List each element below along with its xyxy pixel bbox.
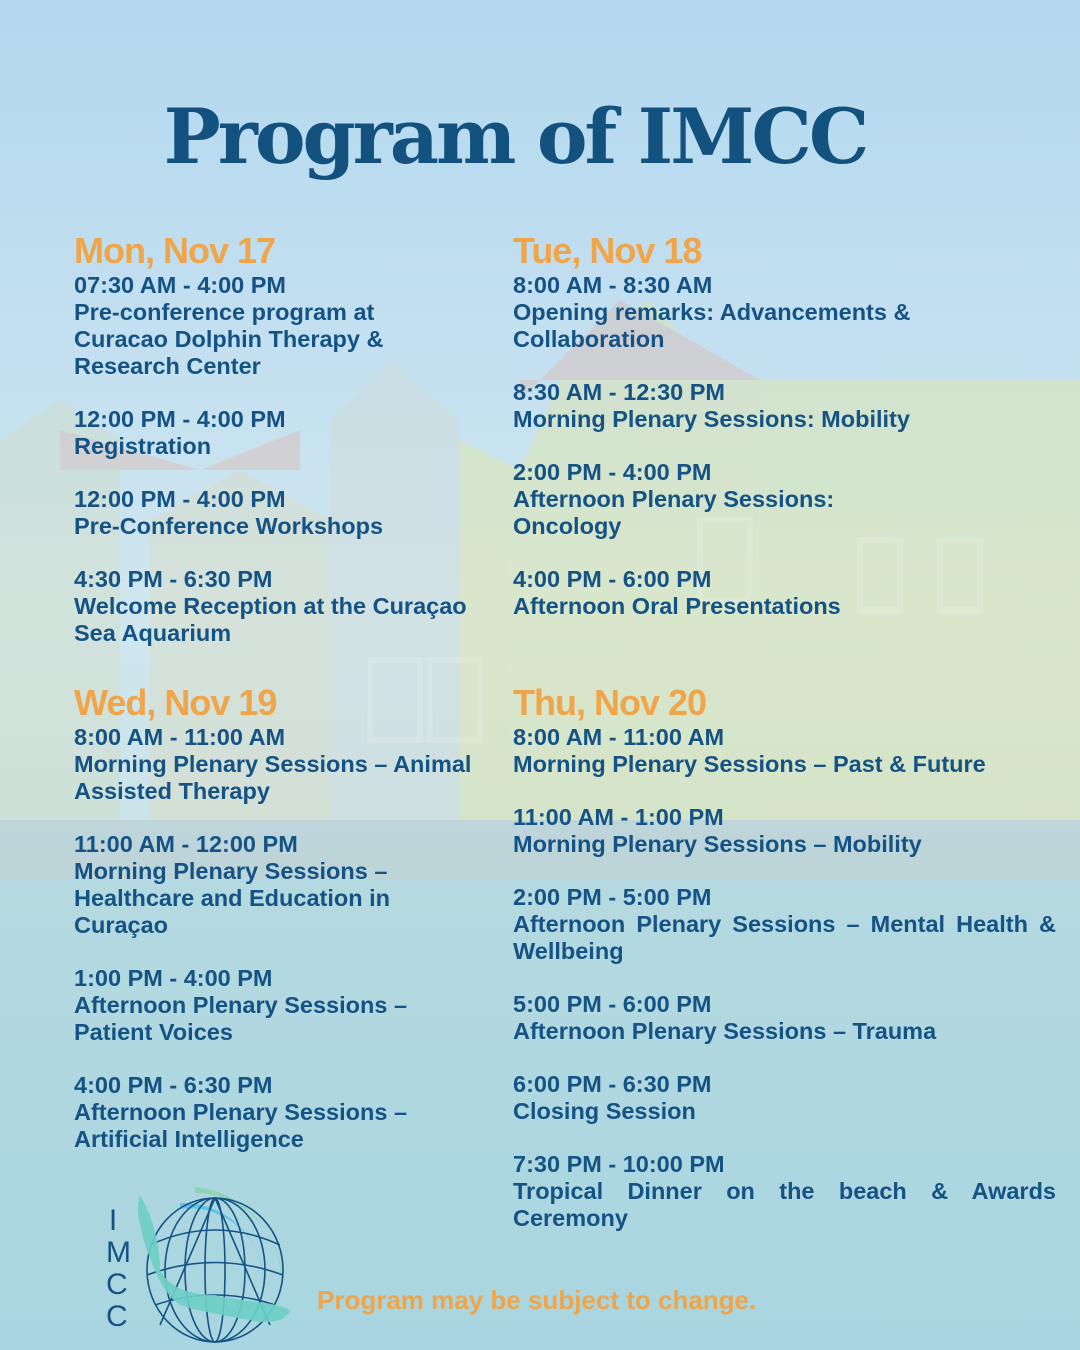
event-title: Pre-conference program at Curacao Dolphin Therapy & Research Center (74, 299, 384, 379)
event-time: 4:00 PM - 6:00 PM (513, 566, 712, 592)
event-time: 6:00 PM - 6:30 PM (513, 1071, 712, 1097)
event-title: Morning Plenary Sessions – Healthcare and Education in Curaçao (74, 858, 391, 938)
event-title: Pre-Conference Workshops (74, 513, 384, 539)
day-column-tue (513, 232, 1003, 646)
event-title: Afternoon Plenary Sessions – Artificial Intelligence (74, 1099, 408, 1152)
schedule-item (513, 991, 1056, 1045)
event-time: 1:00 PM - 4:00 PM (74, 965, 273, 991)
logo-letter: M (106, 1236, 131, 1269)
event-title: Registration (74, 433, 212, 459)
disclaimer-note: Program may be subject to change. (317, 1285, 757, 1315)
logo-letter: C (106, 1268, 128, 1301)
event-title: Tropical Dinner on the beach & Awards Ceremony (513, 1178, 1056, 1231)
event-title: Morning Plenary Sessions – Animal Assisted Therapy (74, 751, 472, 804)
day-column-thu (513, 684, 1056, 1258)
event-title: Afternoon Plenary Sessions: Oncology (513, 486, 835, 539)
page-title: Program of IMCC (163, 92, 867, 181)
schedule-item (74, 406, 474, 460)
event-title: Opening remarks: Advancements & Collaboration (513, 299, 911, 352)
schedule-item (513, 1151, 1056, 1232)
schedule-item (74, 486, 474, 540)
event-time: 07:30 AM - 4:00 PM (74, 272, 287, 298)
schedule-item (513, 1071, 1056, 1125)
event-title: Welcome Reception at the Curaçao Sea Aquarium (74, 593, 467, 646)
event-time: 4:30 PM - 6:30 PM (74, 566, 273, 592)
event-time: 12:00 PM - 4:00 PM (74, 486, 286, 512)
event-title: Afternoon Plenary Sessions – Patient Voices (74, 992, 408, 1045)
event-time: 7:30 PM - 10:00 PM (513, 1151, 725, 1177)
event-time: 11:00 AM - 1:00 PM (513, 804, 724, 830)
schedule-item (74, 272, 474, 380)
schedule-item (513, 459, 893, 540)
day-column-mon (74, 232, 474, 673)
event-title: Morning Plenary Sessions: Mobility (513, 406, 910, 432)
schedule-item (513, 804, 1056, 858)
day-heading: Wed, Nov 19 (74, 682, 277, 723)
schedule-item (74, 965, 474, 1046)
event-time: 8:30 AM - 12:30 PM (513, 379, 726, 405)
day-heading: Tue, Nov 18 (513, 230, 702, 271)
schedule-item (513, 379, 1003, 433)
event-title: Afternoon Plenary Sessions – Mental Health & Wellbeing (513, 911, 1056, 964)
event-title: Morning Plenary Sessions – Past & Future (513, 751, 986, 777)
event-title: Morning Plenary Sessions – Mobility (513, 831, 922, 857)
event-time: 8:00 AM - 8:30 AM (513, 272, 713, 298)
logo-letter: I (108, 1204, 118, 1237)
event-title: Afternoon Oral Presentations (513, 593, 841, 619)
schedule-item (74, 1072, 474, 1153)
event-time: 11:00 AM - 12:00 PM (74, 831, 298, 857)
event-time: 4:00 PM - 6:30 PM (74, 1072, 273, 1098)
event-time: 8:00 AM - 11:00 AM (74, 724, 286, 750)
event-time: 2:00 PM - 4:00 PM (513, 459, 712, 485)
event-title: Afternoon Plenary Sessions – Trauma (513, 1018, 937, 1044)
day-column-wed (74, 684, 474, 1179)
logo-letter: C (106, 1300, 128, 1333)
schedule-item (513, 272, 1003, 353)
day-heading: Mon, Nov 17 (74, 230, 276, 271)
globe-logo-icon (100, 1175, 320, 1345)
event-title: Closing Session (513, 1098, 696, 1124)
schedule-item (74, 566, 474, 647)
day-heading: Thu, Nov 20 (513, 682, 707, 723)
event-time: 8:00 AM - 11:00 AM (513, 724, 725, 750)
event-time: 5:00 PM - 6:00 PM (513, 991, 712, 1017)
schedule-item (513, 884, 1056, 965)
schedule-item (513, 724, 1056, 778)
event-time: 12:00 PM - 4:00 PM (74, 406, 286, 432)
schedule-item (74, 831, 474, 939)
event-time: 2:00 PM - 5:00 PM (513, 884, 712, 910)
schedule-item (513, 566, 1003, 620)
schedule-item (74, 724, 474, 805)
